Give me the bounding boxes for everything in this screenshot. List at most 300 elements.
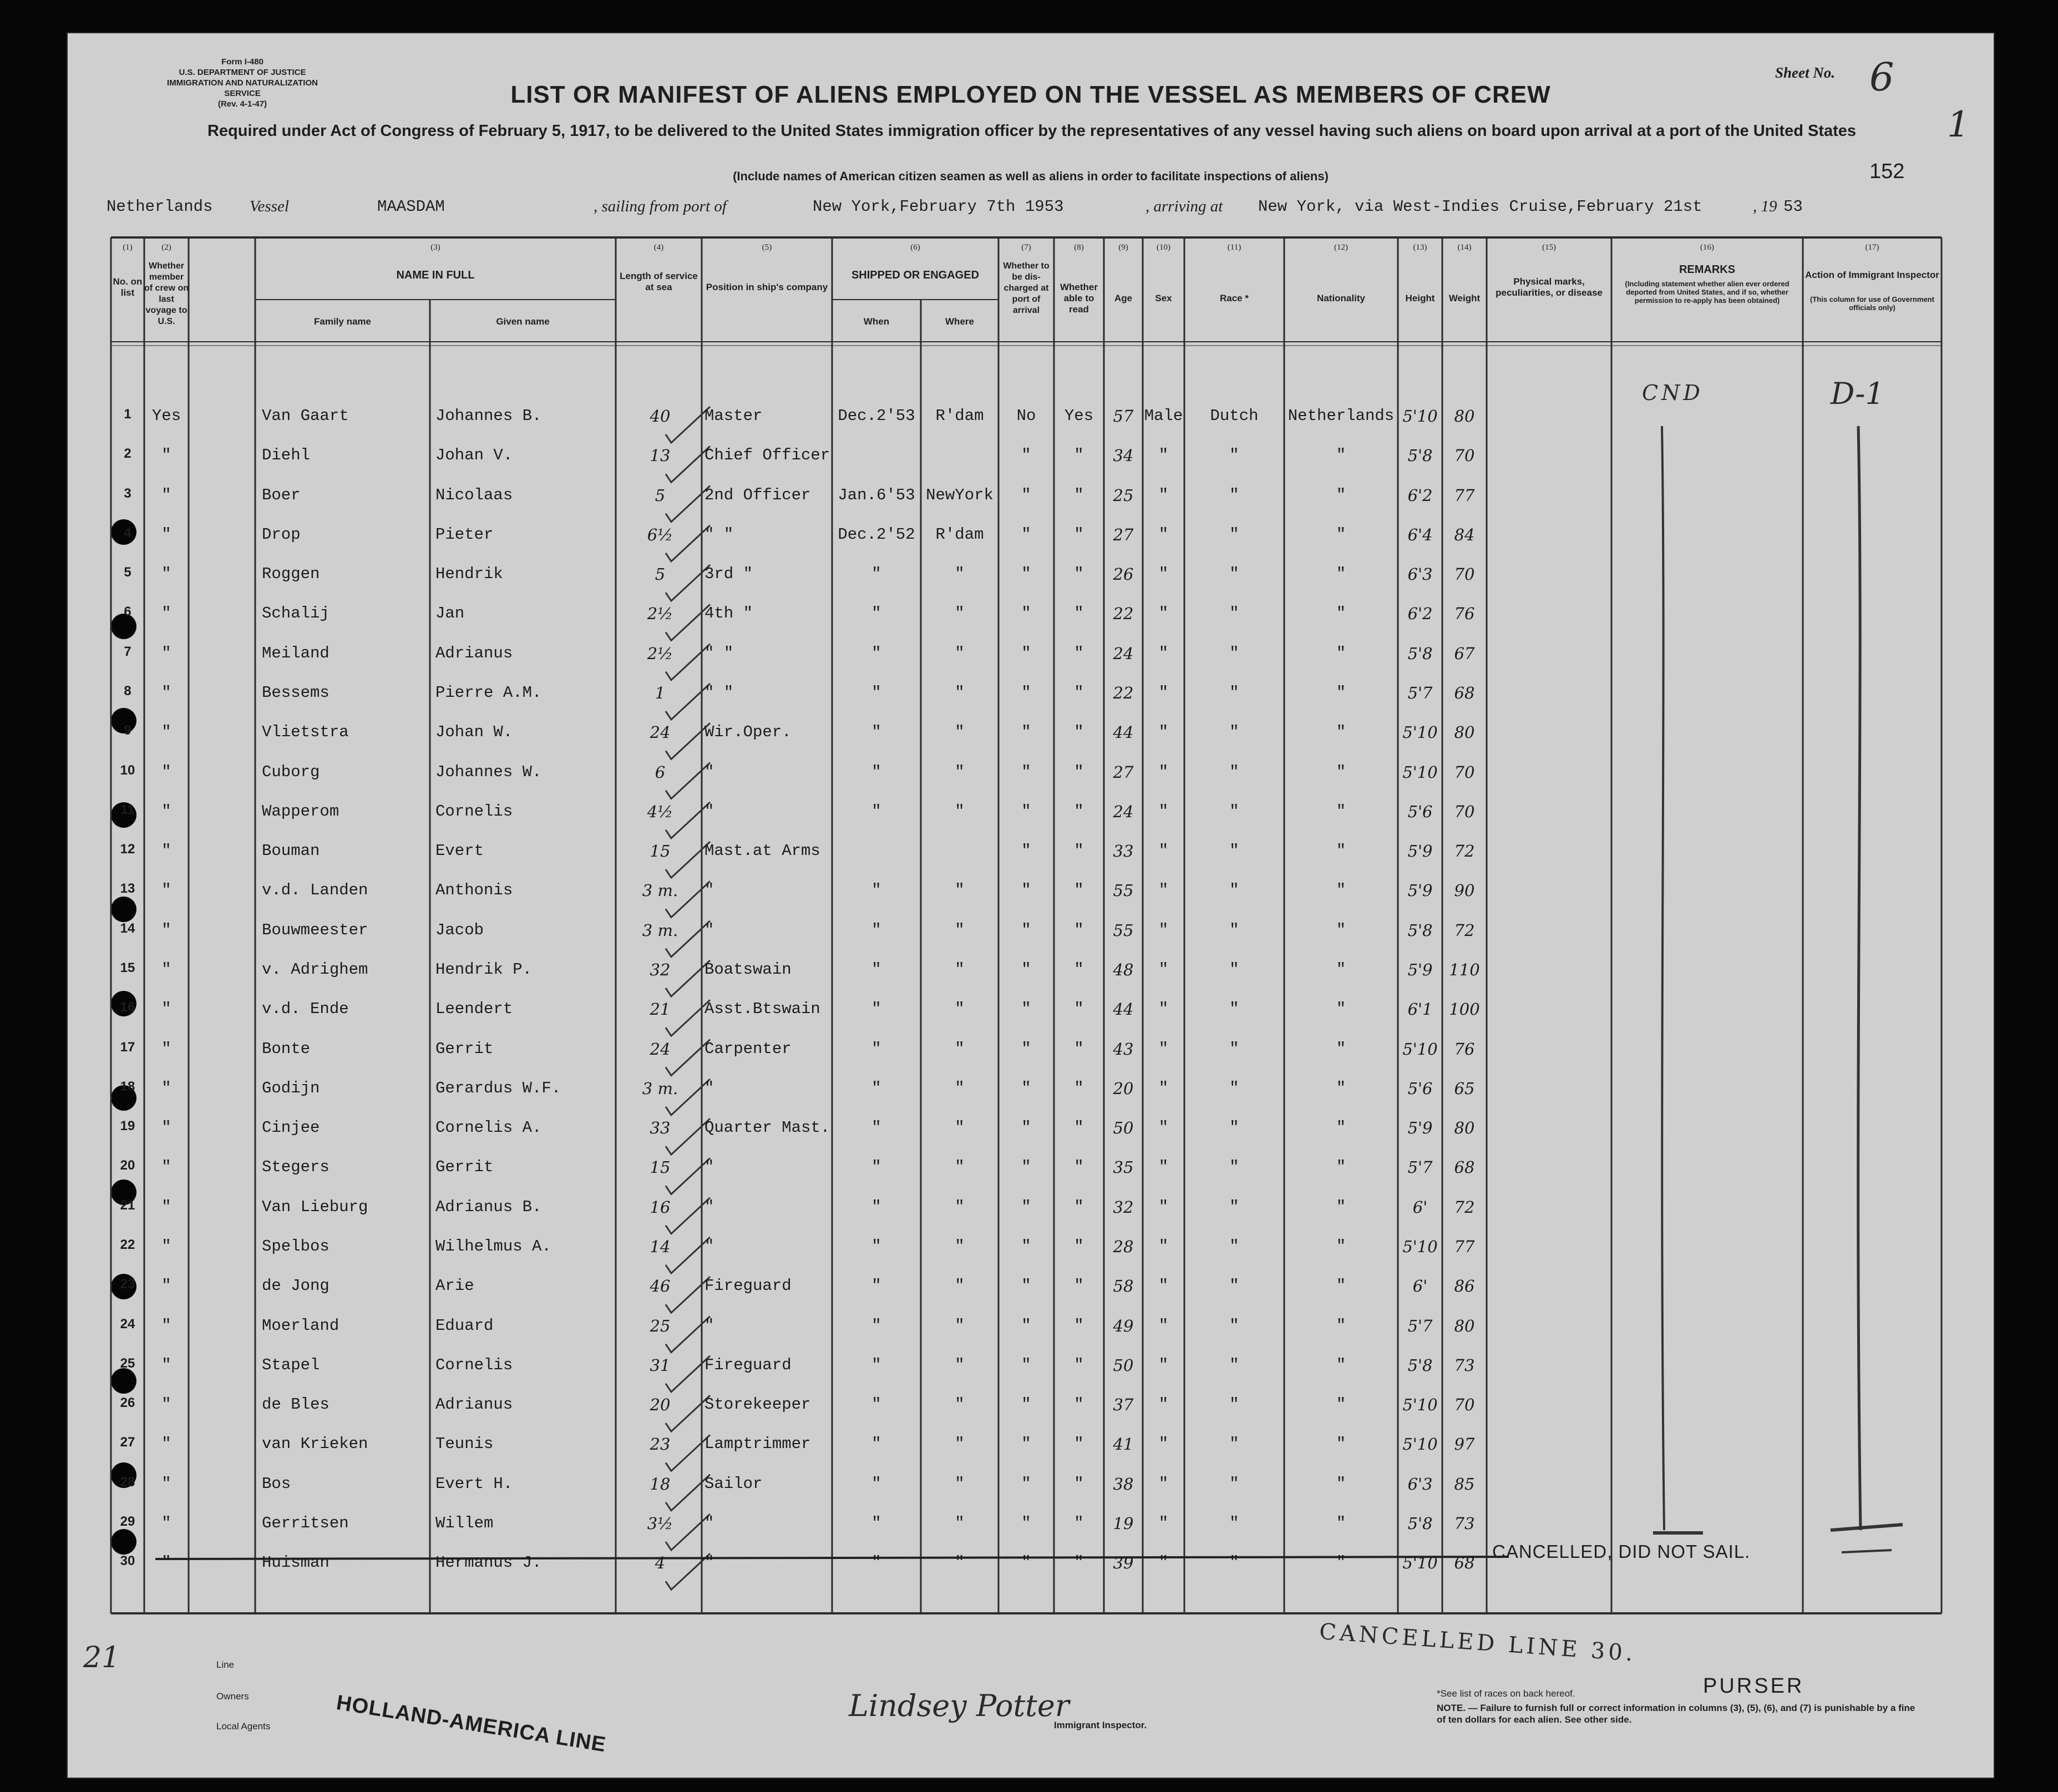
weight-cell: 80 [1454, 1316, 1475, 1335]
shipped-when-cell: " [871, 802, 881, 821]
discharged-cell: " [1021, 1197, 1031, 1216]
given-name-cell: Wilhelmus A. [435, 1237, 551, 1256]
race-cell: " [1229, 762, 1239, 781]
column-number: (13) [1413, 243, 1427, 252]
column-number: (3) [430, 243, 440, 252]
col-header-shipped: SHIPPED OR ENGAGED [851, 269, 980, 281]
col-header-given-name: Given name [496, 316, 550, 327]
discharged-cell: " [1021, 1355, 1031, 1374]
last-voyage-cell: " [161, 683, 171, 702]
line-label: Line [216, 1659, 235, 1670]
service-cell: 23 [650, 1435, 671, 1454]
given-name-cell: Gerrit [435, 1039, 494, 1058]
column-number: (9) [1118, 243, 1128, 252]
vessel-label: Vessel [250, 198, 289, 215]
shipped-when-cell: " [871, 644, 881, 662]
read-cell: " [1074, 881, 1084, 900]
sex-cell: " [1158, 842, 1169, 860]
given-name-cell: Hendrik P. [435, 960, 533, 979]
race-cell: " [1229, 525, 1239, 544]
position-cell: " [704, 1553, 714, 1572]
row-number: 9 [124, 723, 131, 738]
col-header-position: Position in ship's company [706, 282, 828, 292]
row-number: 8 [124, 683, 131, 698]
column-number: (6) [910, 243, 920, 252]
family-name-cell: Drop [262, 525, 301, 544]
shipped-where-cell: " [955, 723, 965, 742]
family-name-cell: Meiland [262, 644, 330, 662]
sex-cell: " [1158, 1197, 1169, 1216]
age-cell: 28 [1113, 1237, 1134, 1256]
nationality-cell: Netherlands [1287, 407, 1395, 425]
nationality-cell: " [1336, 1039, 1346, 1058]
family-name-cell: v.d. Landen [262, 881, 368, 900]
col-header-remarks: REMARKS [1679, 264, 1736, 276]
service-cell: 6 [655, 762, 666, 782]
height-cell: 5'7 [1407, 683, 1433, 702]
weight-cell: 86 [1454, 1277, 1475, 1296]
form-rev: (Rev. 4-1-47) [217, 99, 267, 109]
shipped-where-cell: " [955, 683, 965, 702]
read-cell: " [1074, 960, 1084, 979]
form-dept: U.S. DEPARTMENT OF JUSTICE [179, 68, 306, 77]
position-cell: Carpenter [704, 1039, 792, 1058]
family-name-cell: de Bles [262, 1395, 330, 1414]
given-name-cell: Johan V. [435, 446, 513, 465]
table-row [67, 881, 1995, 920]
service-cell: 33 [650, 1118, 671, 1138]
discharged-cell: " [1021, 644, 1031, 662]
height-cell: 5'6 [1407, 802, 1433, 821]
last-voyage-cell: " [161, 1316, 171, 1335]
nationality-cell: " [1336, 1513, 1346, 1532]
age-cell: 39 [1113, 1553, 1134, 1573]
shipped-when-cell: Dec.2'52 [838, 525, 915, 544]
sex-cell: " [1158, 1000, 1169, 1019]
weight-cell: 68 [1454, 683, 1475, 702]
shipped-where-cell: " [955, 1474, 965, 1493]
age-cell: 50 [1113, 1118, 1134, 1138]
arriving-at: New York, via West-Indies Cruise,February 21st [1258, 198, 1702, 216]
shipped-where-cell: " [955, 960, 965, 979]
read-cell: " [1074, 920, 1084, 939]
owners-label: Owners [216, 1691, 249, 1702]
height-cell: 5'10 [1402, 723, 1438, 742]
nationality-cell: " [1336, 525, 1346, 544]
table-row [67, 486, 1995, 525]
nationality-cell: " [1336, 1553, 1346, 1572]
race-cell: " [1229, 723, 1239, 742]
shipped-when-cell: " [871, 1395, 881, 1414]
shipped-when-cell: " [871, 920, 881, 939]
nationality-cell: " [1336, 565, 1346, 584]
height-cell: 6'2 [1407, 604, 1433, 624]
weight-cell: 70 [1454, 565, 1475, 584]
nationality-cell: " [1336, 604, 1346, 623]
service-cell: 2½ [647, 644, 673, 663]
form-id: Form I-480 [221, 57, 263, 67]
col-header-family-name: Family name [314, 316, 371, 327]
height-cell: 6' [1412, 1197, 1428, 1217]
family-name-cell: Vlietstra [262, 723, 349, 742]
age-cell: 37 [1113, 1395, 1134, 1415]
weight-cell: 77 [1454, 485, 1475, 505]
weight-cell: 80 [1454, 1118, 1475, 1138]
discharged-cell: " [1021, 1513, 1031, 1532]
col-header-physical-marks: Physical marks, peculiarities, or disease [1496, 276, 1603, 298]
nationality-cell: " [1336, 920, 1346, 939]
cancelled-line-note: CANCELLED LINE 30. [1318, 1619, 1637, 1667]
read-cell: " [1074, 1553, 1084, 1572]
family-name-cell: Van Lieburg [262, 1197, 368, 1216]
race-cell: " [1229, 1197, 1239, 1216]
given-name-cell: Anthonis [435, 881, 513, 900]
weight-cell: 70 [1454, 1395, 1475, 1415]
shipped-where-cell: " [955, 1000, 965, 1019]
sex-cell: " [1158, 1355, 1169, 1374]
table-row [67, 1277, 1995, 1315]
weight-cell: 80 [1454, 407, 1475, 426]
given-name-cell: Gerrit [435, 1158, 494, 1177]
race-cell: " [1229, 1237, 1239, 1256]
family-name-cell: Moerland [262, 1316, 339, 1335]
table-row [67, 1118, 1995, 1157]
age-cell: 24 [1113, 802, 1134, 821]
height-cell: 6'4 [1407, 525, 1433, 544]
weight-cell: 70 [1454, 446, 1475, 465]
shipped-where-cell: " [955, 1513, 965, 1532]
family-name-cell: Bouman [262, 842, 320, 860]
nationality-cell: " [1336, 485, 1346, 504]
age-cell: 44 [1113, 723, 1134, 742]
position-cell: " [704, 1237, 714, 1256]
last-voyage-cell: " [161, 1395, 171, 1414]
table-row [67, 960, 1995, 999]
age-cell: 20 [1113, 1079, 1134, 1098]
col-header-race: Race * [1220, 293, 1249, 303]
sheet-no-label: Sheet No. [1775, 64, 1835, 81]
family-name-cell: Boer [262, 485, 301, 504]
col-header-last-voyage: Whether member of crew on last voyage to U.S. [144, 261, 189, 326]
age-cell: 41 [1113, 1435, 1134, 1454]
given-name-cell: Adrianus [435, 644, 513, 662]
read-cell: " [1074, 842, 1084, 860]
read-cell: Yes [1064, 407, 1094, 425]
service-cell: 18 [650, 1474, 671, 1494]
shipped-where-cell: " [955, 1277, 965, 1295]
weight-cell: 85 [1454, 1474, 1475, 1494]
row-number: 16 [120, 1000, 135, 1015]
race-cell: " [1229, 881, 1239, 900]
family-name-cell: van Krieken [262, 1435, 368, 1454]
given-name-cell: Hendrik [435, 565, 503, 584]
weight-cell: 76 [1454, 604, 1475, 624]
shipped-where-cell: " [955, 604, 965, 623]
given-name-cell: Adrianus B. [435, 1197, 542, 1216]
height-cell: 5'8 [1407, 920, 1433, 940]
position-cell: Fireguard [704, 1277, 792, 1295]
family-name-cell: Roggen [262, 565, 320, 584]
given-name-cell: Johan W. [435, 723, 513, 742]
last-voyage-cell: " [161, 1079, 171, 1097]
race-cell: " [1229, 802, 1239, 821]
nationality-cell: " [1336, 1079, 1346, 1097]
height-cell: 5'9 [1407, 842, 1433, 861]
given-name-cell: Johannes B. [435, 407, 542, 425]
discharged-cell: " [1021, 1474, 1031, 1493]
race-cell: " [1229, 1474, 1239, 1493]
column-number: (16) [1700, 243, 1714, 252]
age-cell: 33 [1113, 842, 1134, 861]
family-name-cell: v.d. Ende [262, 1000, 349, 1019]
column-number: (5) [762, 243, 772, 252]
read-cell: " [1074, 565, 1084, 584]
nationality-cell: " [1336, 644, 1346, 662]
last-voyage-cell: " [161, 1118, 171, 1137]
nationality-cell: " [1336, 1316, 1346, 1335]
given-name-cell: Pierre A.M. [435, 683, 542, 702]
family-name-cell: Van Gaart [262, 407, 349, 425]
discharged-cell: " [1021, 920, 1031, 939]
shipped-where-cell: " [955, 1158, 965, 1177]
nationality-cell: " [1336, 842, 1346, 860]
shipped-where-cell: " [955, 1553, 965, 1572]
age-cell: 55 [1113, 920, 1134, 940]
given-name-cell: Evert H. [435, 1474, 513, 1493]
table-row [67, 1317, 1995, 1355]
column-number: (1) [123, 243, 133, 252]
last-voyage-cell: " [161, 1000, 171, 1019]
read-cell: " [1074, 1513, 1084, 1532]
shipped-when-cell: " [871, 1474, 881, 1493]
age-cell: 58 [1113, 1277, 1134, 1296]
weight-cell: 68 [1454, 1553, 1475, 1573]
family-name-cell: Cinjee [262, 1118, 320, 1137]
sex-cell: " [1158, 485, 1169, 504]
nationality-cell: " [1336, 1197, 1346, 1216]
row-number: 20 [120, 1158, 135, 1173]
height-cell: 5'10 [1402, 1553, 1438, 1573]
given-name-cell: Eduard [435, 1316, 494, 1335]
col-header-height: Height [1405, 293, 1435, 303]
sex-cell: " [1158, 802, 1169, 821]
position-cell: Quarter Mast. [704, 1118, 830, 1137]
action-handwritten: D-1 [1831, 376, 1884, 411]
nationality-cell: " [1336, 723, 1346, 742]
service-cell: 3 m. [642, 1079, 678, 1098]
given-name-cell: Jacob [435, 920, 484, 939]
discharged-cell: " [1021, 1079, 1031, 1097]
height-cell: 5'10 [1402, 1039, 1438, 1059]
shipped-when-cell: " [871, 1118, 881, 1137]
read-cell: " [1074, 1118, 1084, 1137]
column-number: (15) [1542, 243, 1556, 252]
col-header-nationality: Nationality [1317, 293, 1365, 303]
family-name-cell: Bos [262, 1474, 291, 1493]
position-cell: " [704, 762, 714, 781]
row-number: 11 [120, 802, 135, 817]
table-row [67, 604, 1995, 643]
service-cell: 4 [655, 1553, 666, 1573]
sex-cell: " [1158, 644, 1169, 662]
read-cell: " [1074, 644, 1084, 662]
sex-cell: " [1158, 1474, 1169, 1493]
family-name-cell: Godijn [262, 1079, 320, 1097]
sex-cell: " [1158, 1039, 1169, 1058]
table-row [67, 565, 1995, 604]
table-row [67, 802, 1995, 841]
age-cell: 50 [1113, 1355, 1134, 1375]
inspector-signature: Lindsey Potter [849, 1688, 1069, 1723]
family-name-cell: Wapperom [262, 802, 339, 821]
row-number: 22 [120, 1237, 135, 1252]
last-voyage-cell: " [161, 1197, 171, 1216]
read-cell: " [1074, 1039, 1084, 1058]
family-name-cell: Huisman [262, 1553, 330, 1572]
family-name-cell: Bouwmeester [262, 920, 368, 939]
family-name-cell: de Jong [262, 1277, 330, 1295]
row-number: 18 [120, 1079, 135, 1094]
race-cell: " [1229, 446, 1239, 465]
nationality-cell: " [1336, 1158, 1346, 1177]
sex-cell: " [1158, 1395, 1169, 1414]
read-cell: " [1074, 604, 1084, 623]
read-cell: " [1074, 525, 1084, 544]
shipped-when-cell: Jan.6'53 [838, 485, 915, 504]
height-cell: 5'7 [1407, 1316, 1433, 1335]
nationality-cell: " [1336, 446, 1346, 465]
document-subtitle: Required under Act of Congress of February 5, 1917, to be delivered to the United States immigration officer by the representatives of any vessel having such aliens on board upon arrival at a port of the United States [207, 122, 1857, 140]
shipped-where-cell: NewYork [926, 485, 993, 504]
sailing-label: , sailing from port of [594, 198, 727, 215]
position-cell: Chief Officer [704, 446, 830, 465]
discharged-cell: " [1021, 1118, 1031, 1137]
table-row [67, 842, 1995, 880]
shipped-where-cell: " [955, 1079, 965, 1097]
sex-cell: " [1158, 723, 1169, 742]
col-header-action: Action of Immigrant Inspector [1805, 270, 1939, 280]
given-name-cell: Johannes W. [435, 762, 542, 781]
row-number: 19 [120, 1118, 135, 1134]
position-cell: Sailor [704, 1474, 763, 1493]
given-name-cell: Teunis [435, 1435, 494, 1454]
weight-cell: 77 [1454, 1237, 1475, 1256]
race-cell: " [1229, 485, 1239, 504]
discharged-cell: " [1021, 842, 1031, 860]
sex-cell: " [1158, 604, 1169, 623]
position-cell: Mast.at Arms [704, 842, 820, 860]
column-number: (10) [1157, 243, 1170, 252]
service-cell: 40 [650, 407, 671, 426]
shipped-when-cell: " [871, 881, 881, 900]
read-cell: " [1074, 1237, 1084, 1256]
race-cell: Dutch [1210, 407, 1259, 425]
last-voyage-cell: " [161, 644, 171, 662]
position-cell: Lamptrimmer [704, 1435, 811, 1454]
shipped-when-cell: " [871, 565, 881, 584]
table-row [67, 407, 1995, 446]
height-cell: 5'8 [1407, 1355, 1433, 1375]
sex-cell: " [1158, 1316, 1169, 1335]
position-cell: " [704, 1513, 714, 1532]
row-number: 24 [120, 1316, 135, 1332]
service-cell: 31 [650, 1355, 671, 1375]
nationality-cell: " [1336, 1355, 1346, 1374]
age-cell: 34 [1113, 446, 1134, 465]
nationality-cell: " [1336, 1118, 1346, 1137]
last-voyage-cell: " [161, 1553, 171, 1572]
weight-cell: 84 [1454, 525, 1475, 544]
given-name-cell: Gerardus W.F. [435, 1079, 561, 1097]
height-cell: 5'10 [1402, 1435, 1438, 1454]
shipped-when-cell: " [871, 960, 881, 979]
service-cell: 3½ [647, 1513, 673, 1533]
table-row [67, 1079, 1995, 1118]
row-number: 27 [120, 1435, 135, 1450]
col-header-weight: Weight [1448, 293, 1481, 303]
given-name-cell: Willem [435, 1513, 494, 1532]
height-cell: 5'8 [1407, 446, 1433, 465]
position-cell: " [704, 920, 714, 939]
position-cell: " " [704, 683, 734, 702]
race-cell: " [1229, 683, 1239, 702]
shipped-where-cell: " [955, 1039, 965, 1058]
col-header-when: When [863, 316, 890, 327]
row-number: 25 [120, 1355, 135, 1371]
last-voyage-cell: " [161, 485, 171, 504]
inspector-label: Immigrant Inspector. [1054, 1720, 1147, 1730]
flag-country: Netherlands [107, 198, 213, 216]
position-cell: Storekeeper [704, 1395, 811, 1414]
position-cell: 3rd " [704, 565, 753, 584]
shipped-when-cell: " [871, 1277, 881, 1295]
service-cell: 3 m. [642, 920, 678, 940]
nationality-cell: " [1336, 762, 1346, 781]
age-cell: 48 [1113, 960, 1134, 979]
race-cell: " [1229, 1039, 1239, 1058]
last-voyage-cell: " [161, 881, 171, 900]
sex-cell: " [1158, 1553, 1169, 1572]
table-row [67, 921, 1995, 960]
height-cell: 5'9 [1407, 881, 1433, 900]
service-cell: 15 [650, 842, 671, 861]
discharged-cell: " [1021, 802, 1031, 821]
height-cell: 6' [1412, 1277, 1428, 1296]
service-cell: 5 [655, 565, 666, 584]
discharged-cell: " [1021, 565, 1031, 584]
position-cell: " [704, 1197, 714, 1216]
corner-handwritten-number: 1 [1947, 104, 1970, 145]
age-cell: 38 [1113, 1474, 1134, 1494]
service-cell: 24 [650, 723, 671, 742]
position-cell: Wir.Oper. [704, 723, 792, 742]
race-cell: " [1229, 1395, 1239, 1414]
read-cell: " [1074, 1316, 1084, 1335]
given-name-cell: Arie [435, 1277, 474, 1295]
row-number: 2 [124, 446, 131, 462]
service-cell: 46 [650, 1277, 671, 1296]
col-header-discharged: Whether to be dis- charged at port of arrival [1003, 261, 1050, 315]
discharged-cell: " [1021, 1039, 1031, 1058]
height-cell: 5'7 [1407, 1158, 1433, 1177]
row-number: 3 [124, 485, 131, 501]
family-name-cell: Stegers [262, 1158, 330, 1177]
service-cell: 2½ [647, 604, 673, 624]
race-cell: " [1229, 604, 1239, 623]
position-cell: " " [704, 525, 734, 544]
discharged-cell: No [1016, 407, 1036, 425]
service-cell: 4½ [647, 802, 673, 821]
